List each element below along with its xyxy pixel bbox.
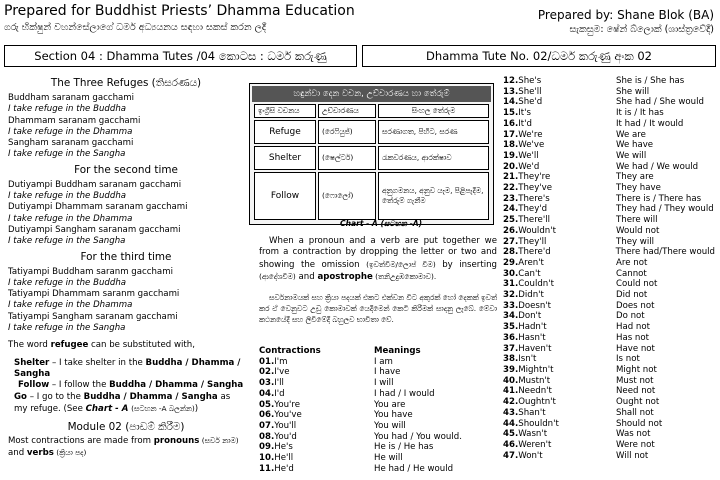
contraction-meaning: There is / There has: [616, 193, 702, 204]
contraction-term: [503, 397, 616, 408]
refuge-pali-line: Buddham saranam gacchami: [8, 93, 135, 103]
contraction-number: 21.: [503, 172, 519, 183]
contraction-row: [503, 258, 715, 269]
contraction-meaning: He is / He has: [374, 442, 434, 453]
contraction-word: I'm: [274, 356, 288, 367]
follow-line: Follow – I follow the Buddha / Dhamma / Sangha: [18, 380, 244, 391]
chart-a-caption: Chart - A (සටහන -A): [340, 219, 423, 228]
chart-a-row-refuge: Refuge (රෙෆියුජ්) සරණාගත, පිහිට, සරණ: [254, 120, 489, 144]
contraction-word: We've: [518, 140, 545, 151]
refuge-translation: I take refuge in the Sangha: [8, 149, 126, 160]
contraction-number: 07.: [259, 420, 275, 431]
contraction-term: [259, 378, 374, 389]
contraction-meaning: You have: [374, 410, 413, 421]
contraction-meaning: Need not: [616, 386, 656, 397]
contraction-term: [503, 419, 616, 430]
refuges-column: [8, 76, 244, 460]
contraction-word: He'd: [274, 463, 294, 474]
contraction-number: 11.: [259, 463, 275, 474]
contraction-meaning: Were not: [616, 439, 655, 450]
contraction-number: 42.: [503, 397, 519, 408]
contraction-row: [503, 162, 715, 173]
contractions-header: Contractions Meanings: [259, 346, 421, 356]
contraction-row: [503, 97, 715, 108]
contraction-number: 05.: [259, 399, 275, 410]
contraction-number: 40.: [503, 375, 519, 386]
contraction-number: 01.: [259, 356, 275, 367]
contraction-term: [503, 97, 616, 108]
contraction-row: [503, 130, 715, 141]
contraction-word: There'll: [518, 215, 550, 226]
contraction-meaning: We are: [616, 129, 646, 140]
contraction-meaning: It is / It has: [616, 108, 664, 119]
contraction-word: Wasn't: [518, 429, 548, 440]
contraction-word: It'd: [518, 118, 532, 129]
contraction-row: [503, 311, 715, 322]
contraction-term: [503, 440, 616, 451]
contraction-meaning: Should not: [616, 418, 663, 429]
contraction-meaning: Had not: [616, 322, 650, 333]
refuges-block-1: [8, 93, 244, 161]
contraction-meaning: We had / We would: [616, 161, 699, 172]
contraction-word: You've: [274, 410, 302, 421]
contraction-row: [503, 354, 715, 365]
contraction-word: Aren't: [518, 257, 544, 268]
contraction-term: [259, 389, 374, 400]
contraction-word: Weren't: [518, 439, 552, 450]
contraction-term: [259, 421, 374, 432]
contraction-word: Doesn't: [518, 300, 552, 311]
refuge-translation: I take refuge in the Buddha: [8, 277, 127, 288]
contraction-meaning: Will not: [616, 450, 649, 461]
contraction-term: [503, 140, 616, 151]
chart-a-row-shelter: Shelter (ෂෙල්ටර්) රැකවරණය, ආරක්ෂාව: [254, 146, 489, 170]
contraction-meaning: I am: [374, 356, 393, 367]
contraction-meaning: It had / It would: [616, 118, 684, 129]
go-line: Go – I go to the Buddha / Dhamma / Sangha as my refuge. (See Chart - A (සටහන -A බලන්න)): [14, 391, 231, 414]
contraction-word: You'd: [274, 431, 297, 442]
contraction-meaning: You are: [374, 399, 406, 410]
contractions-list-2: [503, 76, 715, 461]
prepared-by-si: සැකසුම: ෂේන් බ්ලොක් (ශාස්ත්‍රවේදී): [569, 24, 714, 35]
header-left: [4, 3, 464, 35]
contraction-number: 43.: [503, 407, 519, 418]
contraction-word: They've: [518, 183, 553, 194]
contraction-term: [259, 357, 374, 368]
contraction-term: [503, 429, 616, 440]
refuges-heading: The Three Refuges (තිසරණය): [50, 77, 202, 89]
contraction-number: 38.: [503, 354, 519, 365]
contraction-row: [503, 322, 715, 333]
contraction-row: [503, 215, 715, 226]
contraction-row: [503, 76, 715, 87]
contraction-number: 45.: [503, 429, 519, 440]
contraction-row: [503, 237, 715, 248]
contraction-row: [503, 408, 715, 419]
contraction-number: 26.: [503, 225, 519, 236]
contraction-word: Mustn't: [518, 375, 551, 386]
contraction-row: [503, 194, 715, 205]
contraction-term: [503, 279, 616, 290]
contraction-word: I've: [274, 367, 290, 378]
contraction-meaning: You had / You would.: [374, 431, 462, 442]
contraction-number: 09.: [259, 442, 275, 453]
contraction-meaning: I will: [374, 378, 394, 389]
contraction-number: 30.: [503, 268, 519, 279]
contraction-word: Needn't: [518, 386, 552, 397]
contraction-word: They'd: [518, 204, 548, 215]
refuge-translation: I take refuge in the Buddha: [8, 104, 127, 115]
contraction-meaning: Are not: [616, 257, 648, 268]
contraction-word: Hasn't: [518, 332, 546, 343]
chart-a-grid: [252, 102, 491, 222]
contraction-number: 41.: [503, 386, 519, 397]
contraction-term: [503, 354, 616, 365]
contraction-number: 03.: [259, 378, 275, 389]
contraction-row: [503, 119, 715, 130]
contraction-term: [503, 247, 616, 258]
contraction-meaning: Is not: [616, 354, 640, 365]
contraction-meaning: Has not: [616, 332, 650, 343]
contraction-term: [503, 408, 616, 419]
contraction-term: [503, 322, 616, 333]
contraction-word: There's: [518, 193, 550, 204]
contraction-number: 29.: [503, 257, 519, 268]
contraction-number: 15.: [503, 108, 519, 119]
contraction-row: [503, 419, 715, 430]
contraction-row: [503, 279, 715, 290]
contraction-word: Shouldn't: [518, 418, 559, 429]
contraction-number: 24.: [503, 204, 519, 215]
refuge-pali-line: Sangham saranam gacchami: [8, 138, 134, 149]
contraction-meaning: Have not: [616, 343, 655, 354]
contraction-word: Don't: [518, 311, 542, 322]
contraction-term: [259, 410, 374, 421]
contraction-paragraph-si: සර්වනාමයක් සහ ක්‍රියා පදයක් එකට එක්වන විට අකුරක් හෝ දෙකක් ඉවත් කර ඒ වෙනුවට උඩු කොමාවක් යෙදීමෙන් කෙටි කිරීමක් සාදනු ලැබේ. මේවා කථනයේදී සහ ලිවීමේදී බහුලව භාවිතා වේ.: [259, 293, 497, 324]
contraction-row: [259, 453, 497, 464]
contraction-term: [503, 311, 616, 322]
contraction-meaning: They have: [616, 183, 661, 194]
contraction-word: We're: [518, 129, 543, 140]
contraction-number: 31.: [503, 279, 519, 290]
refuge-pali-line: Dutiyampi Sangham saranam gacchami: [8, 224, 181, 235]
contraction-number: 39.: [503, 364, 519, 375]
contraction-row: [503, 301, 715, 312]
contraction-number: 08.: [259, 431, 275, 442]
refuge-pali-line: Dhammam saranam gacchami: [8, 115, 141, 126]
contraction-row: [503, 172, 715, 183]
contraction-number: 02.: [259, 367, 275, 378]
contraction-word: Hadn't: [518, 322, 547, 333]
contraction-term: [503, 376, 616, 387]
contraction-row: [503, 108, 715, 119]
contraction-word: She'd: [518, 97, 543, 108]
contraction-meaning: Might not: [616, 364, 657, 375]
contraction-row: [503, 183, 715, 194]
contraction-term: [503, 290, 616, 301]
contraction-word: Mightn't: [518, 364, 554, 375]
contraction-number: 10.: [259, 453, 275, 464]
contraction-term: [503, 258, 616, 269]
contraction-number: 04.: [259, 388, 275, 399]
contraction-row: [259, 464, 497, 475]
contraction-meaning: I have: [374, 367, 401, 378]
contraction-row: [259, 432, 497, 443]
contraction-number: 23.: [503, 193, 519, 204]
refuge-pali-line: Tatiyampi Buddham saranm gacchami: [8, 266, 173, 277]
contraction-term: [503, 386, 616, 397]
contraction-word: I'd: [274, 388, 285, 399]
contraction-meaning: Did not: [616, 290, 648, 301]
contraction-term: [503, 151, 616, 162]
contraction-paragraph-en: When a pronoun and a verb are put together we from a contraction by dropping the letter or two and showing the omission (ඉවත්වීම/ලොප් වීම) by inserting (ආදේශවීම) and apostrophe (තනිඋදුඹකොමාව).: [259, 236, 497, 282]
contraction-meaning: Cannot: [616, 268, 647, 279]
refuge-translation: I take refuge in the Dhamma: [8, 300, 133, 311]
header-right: [538, 8, 714, 37]
chart-a-row-follow: Follow (ෆොලෝ) අනුගමනය, අනුව යෑම, පිළිපැදීම, තේරුම් ගැනීම: [254, 172, 489, 220]
contraction-number: 37.: [503, 343, 519, 354]
contraction-meaning: They are: [616, 172, 654, 183]
contraction-row: [259, 400, 497, 411]
contraction-number: 27.: [503, 236, 519, 247]
second-time-heading: For the second time: [74, 163, 178, 176]
contraction-word: Oughtn't: [518, 397, 556, 408]
contraction-meaning: He will: [374, 453, 403, 464]
contraction-term: [259, 367, 374, 378]
contraction-term: [259, 442, 374, 453]
contraction-term: [503, 119, 616, 130]
contraction-term: [503, 237, 616, 248]
contraction-row: [503, 365, 715, 376]
contraction-row: [503, 440, 715, 451]
module-text: Most contractions are made from pronouns (සර්ව නාම) and verbs (ක්‍රියා පද): [8, 436, 239, 459]
contraction-row: [259, 410, 497, 421]
contraction-word: He's: [274, 442, 293, 453]
refuges-block-2: [8, 180, 244, 248]
contraction-row: [503, 151, 715, 162]
substitute-note: The word refugee can be substituted with,: [8, 340, 195, 351]
page-subtitle-si: ගරු භික්ෂුන් වහන්සේලාගේ ධර්ම අධ්‍යයනය සඳහා සකස් කරන ලදී: [4, 22, 267, 33]
contraction-term: [503, 269, 616, 280]
contraction-word: You'll: [274, 420, 297, 431]
module-heading: Module 02 (පාඩම් කිරීම): [67, 421, 185, 434]
contraction-number: 46.: [503, 439, 519, 450]
refuge-translation: I take refuge in the Dhamma: [8, 213, 133, 224]
contraction-word: He'll: [274, 453, 294, 464]
contraction-meaning: Must not: [616, 375, 654, 386]
contraction-word: Haven't: [518, 343, 552, 354]
contraction-word: She'll: [518, 86, 542, 97]
contraction-number: 12.: [503, 76, 519, 86]
tute-number-box: Dhamma Tute No. 02/ධර්ම කරුණු අංක 02: [362, 45, 716, 67]
contraction-word: They'll: [518, 236, 547, 247]
contraction-number: 19.: [503, 150, 519, 161]
contraction-word: Can't: [518, 268, 541, 279]
contraction-row: [503, 269, 715, 280]
contraction-meaning: Was not: [616, 429, 651, 440]
contraction-number: 13.: [503, 86, 519, 97]
contraction-meaning: Shall not: [616, 407, 654, 418]
refuge-translation: I take refuge in the Dhamma: [8, 126, 133, 137]
contraction-row: [259, 367, 497, 378]
contraction-term: [259, 453, 374, 464]
contraction-term: [503, 194, 616, 205]
contraction-term: [503, 87, 616, 98]
contraction-number: 14.: [503, 97, 519, 108]
contraction-row: [259, 357, 497, 368]
contraction-term: [503, 204, 616, 215]
contraction-row: [503, 376, 715, 387]
contraction-term: [259, 400, 374, 411]
contraction-row: [503, 397, 715, 408]
refuge-translation: I take refuge in the Sangha: [8, 236, 126, 247]
contraction-number: 35.: [503, 322, 519, 333]
contraction-term: [503, 451, 616, 462]
contraction-term: [259, 432, 374, 443]
contraction-term: [503, 108, 616, 119]
contraction-word: Won't: [518, 450, 543, 461]
chart-a-heading: හඳුන්වා දෙන වචන, උච්චාරණය හා තේරුම්: [252, 86, 491, 102]
contraction-word: Wouldn't: [518, 225, 556, 236]
contraction-meaning: She will: [616, 86, 650, 97]
contraction-row: [503, 204, 715, 215]
contraction-row: [503, 429, 715, 440]
contraction-row: [503, 386, 715, 397]
contraction-number: 17.: [503, 129, 519, 140]
contraction-meaning: She is / She has: [616, 76, 685, 86]
shelter-line: Shelter – I take shelter in the Buddha / Dhamma / Sangha: [14, 357, 241, 379]
contraction-number: 28.: [503, 247, 519, 258]
contraction-word: Isn't: [518, 354, 537, 365]
refuge-translation: I take refuge in the Buddha: [8, 191, 127, 202]
contraction-number: 18.: [503, 140, 519, 151]
contraction-row: [503, 226, 715, 237]
contraction-term: [503, 344, 616, 355]
contraction-number: 36.: [503, 332, 519, 343]
contraction-term: [503, 215, 616, 226]
contraction-word: Didn't: [518, 290, 544, 301]
contraction-number: 32.: [503, 290, 519, 301]
contraction-term: [503, 183, 616, 194]
contraction-row: [503, 87, 715, 98]
contraction-term: [503, 162, 616, 173]
chart-a-header-row: ඉංග්‍රීසි වචනය උච්චාරණය සිංහල තේරුම: [254, 104, 489, 118]
contraction-meaning: You will: [374, 420, 406, 431]
contraction-term: [503, 301, 616, 312]
contraction-word: You're: [274, 399, 301, 410]
contraction-row: [259, 378, 497, 389]
contraction-word: It's: [518, 108, 531, 119]
contractions-list-1: [259, 346, 497, 474]
contraction-term: [503, 365, 616, 376]
third-time-heading: For the third time: [80, 250, 172, 263]
contraction-row: [503, 290, 715, 301]
contraction-number: 33.: [503, 300, 519, 311]
refuge-translation: I take refuge in the Sangha: [8, 323, 126, 334]
contraction-row: [503, 247, 715, 258]
contraction-term: [503, 226, 616, 237]
page-title: Prepared for Buddhist Priests’ Dhamma Education: [4, 3, 355, 19]
contraction-number: 16.: [503, 118, 519, 129]
contraction-number: 22.: [503, 183, 519, 194]
contraction-meaning: Could not: [616, 279, 658, 290]
contraction-number: 34.: [503, 311, 519, 322]
contraction-number: 44.: [503, 418, 519, 429]
contraction-word: There'd: [518, 247, 551, 258]
contraction-meaning: We will: [616, 150, 647, 161]
contraction-row: [259, 421, 497, 432]
contraction-word: Couldn't: [518, 279, 554, 290]
contraction-meaning: Would not: [616, 225, 660, 236]
contraction-number: 25.: [503, 215, 519, 226]
contraction-meaning: Ought not: [616, 397, 660, 408]
contraction-word: We'll: [518, 150, 539, 161]
contraction-word: They're: [518, 172, 551, 183]
contraction-row: [503, 451, 715, 462]
contraction-meaning: We have: [616, 140, 654, 151]
contraction-word: Shan't: [518, 407, 546, 418]
contraction-term: [503, 130, 616, 141]
contraction-word: We'd: [518, 161, 540, 172]
contraction-row: [259, 442, 497, 453]
refuge-pali-line: Tatiyampi Dhammam saranm gacchami: [8, 289, 180, 300]
contraction-term: [503, 333, 616, 344]
refuges-block-3: [8, 267, 244, 335]
contraction-number: 47.: [503, 450, 519, 461]
contraction-word: I'll: [274, 378, 284, 389]
refuge-pali-line: Dutiyampi Dhammam saranam gacchami: [8, 202, 188, 213]
contraction-meaning: Does not: [616, 300, 655, 311]
contraction-row: [259, 389, 497, 400]
contraction-meaning: There will: [616, 215, 658, 226]
contraction-number: 20.: [503, 161, 519, 172]
contraction-meaning: She had / She would: [616, 97, 704, 108]
prepared-by: Prepared by: Shane Blok (BA): [537, 8, 714, 22]
contraction-row: [503, 344, 715, 355]
contraction-term: [259, 464, 374, 475]
contraction-number: 06.: [259, 410, 275, 421]
contraction-meaning: He had / He would: [374, 463, 454, 474]
contraction-row: [503, 140, 715, 151]
contraction-meaning: They will: [616, 236, 654, 247]
chart-a-table: [249, 83, 494, 225]
contraction-word: She's: [518, 76, 542, 86]
refuge-pali-line: Dutiyampi Buddham saranam gacchami: [8, 179, 182, 190]
refuge-pali-line: Tatiyampi Sangham saranam gacchami: [8, 311, 178, 322]
contraction-meaning: I had / I would: [374, 388, 435, 399]
contraction-meaning: They had / They would: [616, 204, 714, 215]
contraction-meaning: Do not: [616, 311, 645, 322]
section-box: Section 04 : Dhamma Tutes /04 කොටස : ධර්ම කරුණු: [4, 45, 357, 67]
contraction-row: [503, 333, 715, 344]
contraction-term: [503, 76, 616, 87]
contraction-meaning: There had/There would: [615, 247, 715, 258]
contraction-term: [503, 172, 616, 183]
